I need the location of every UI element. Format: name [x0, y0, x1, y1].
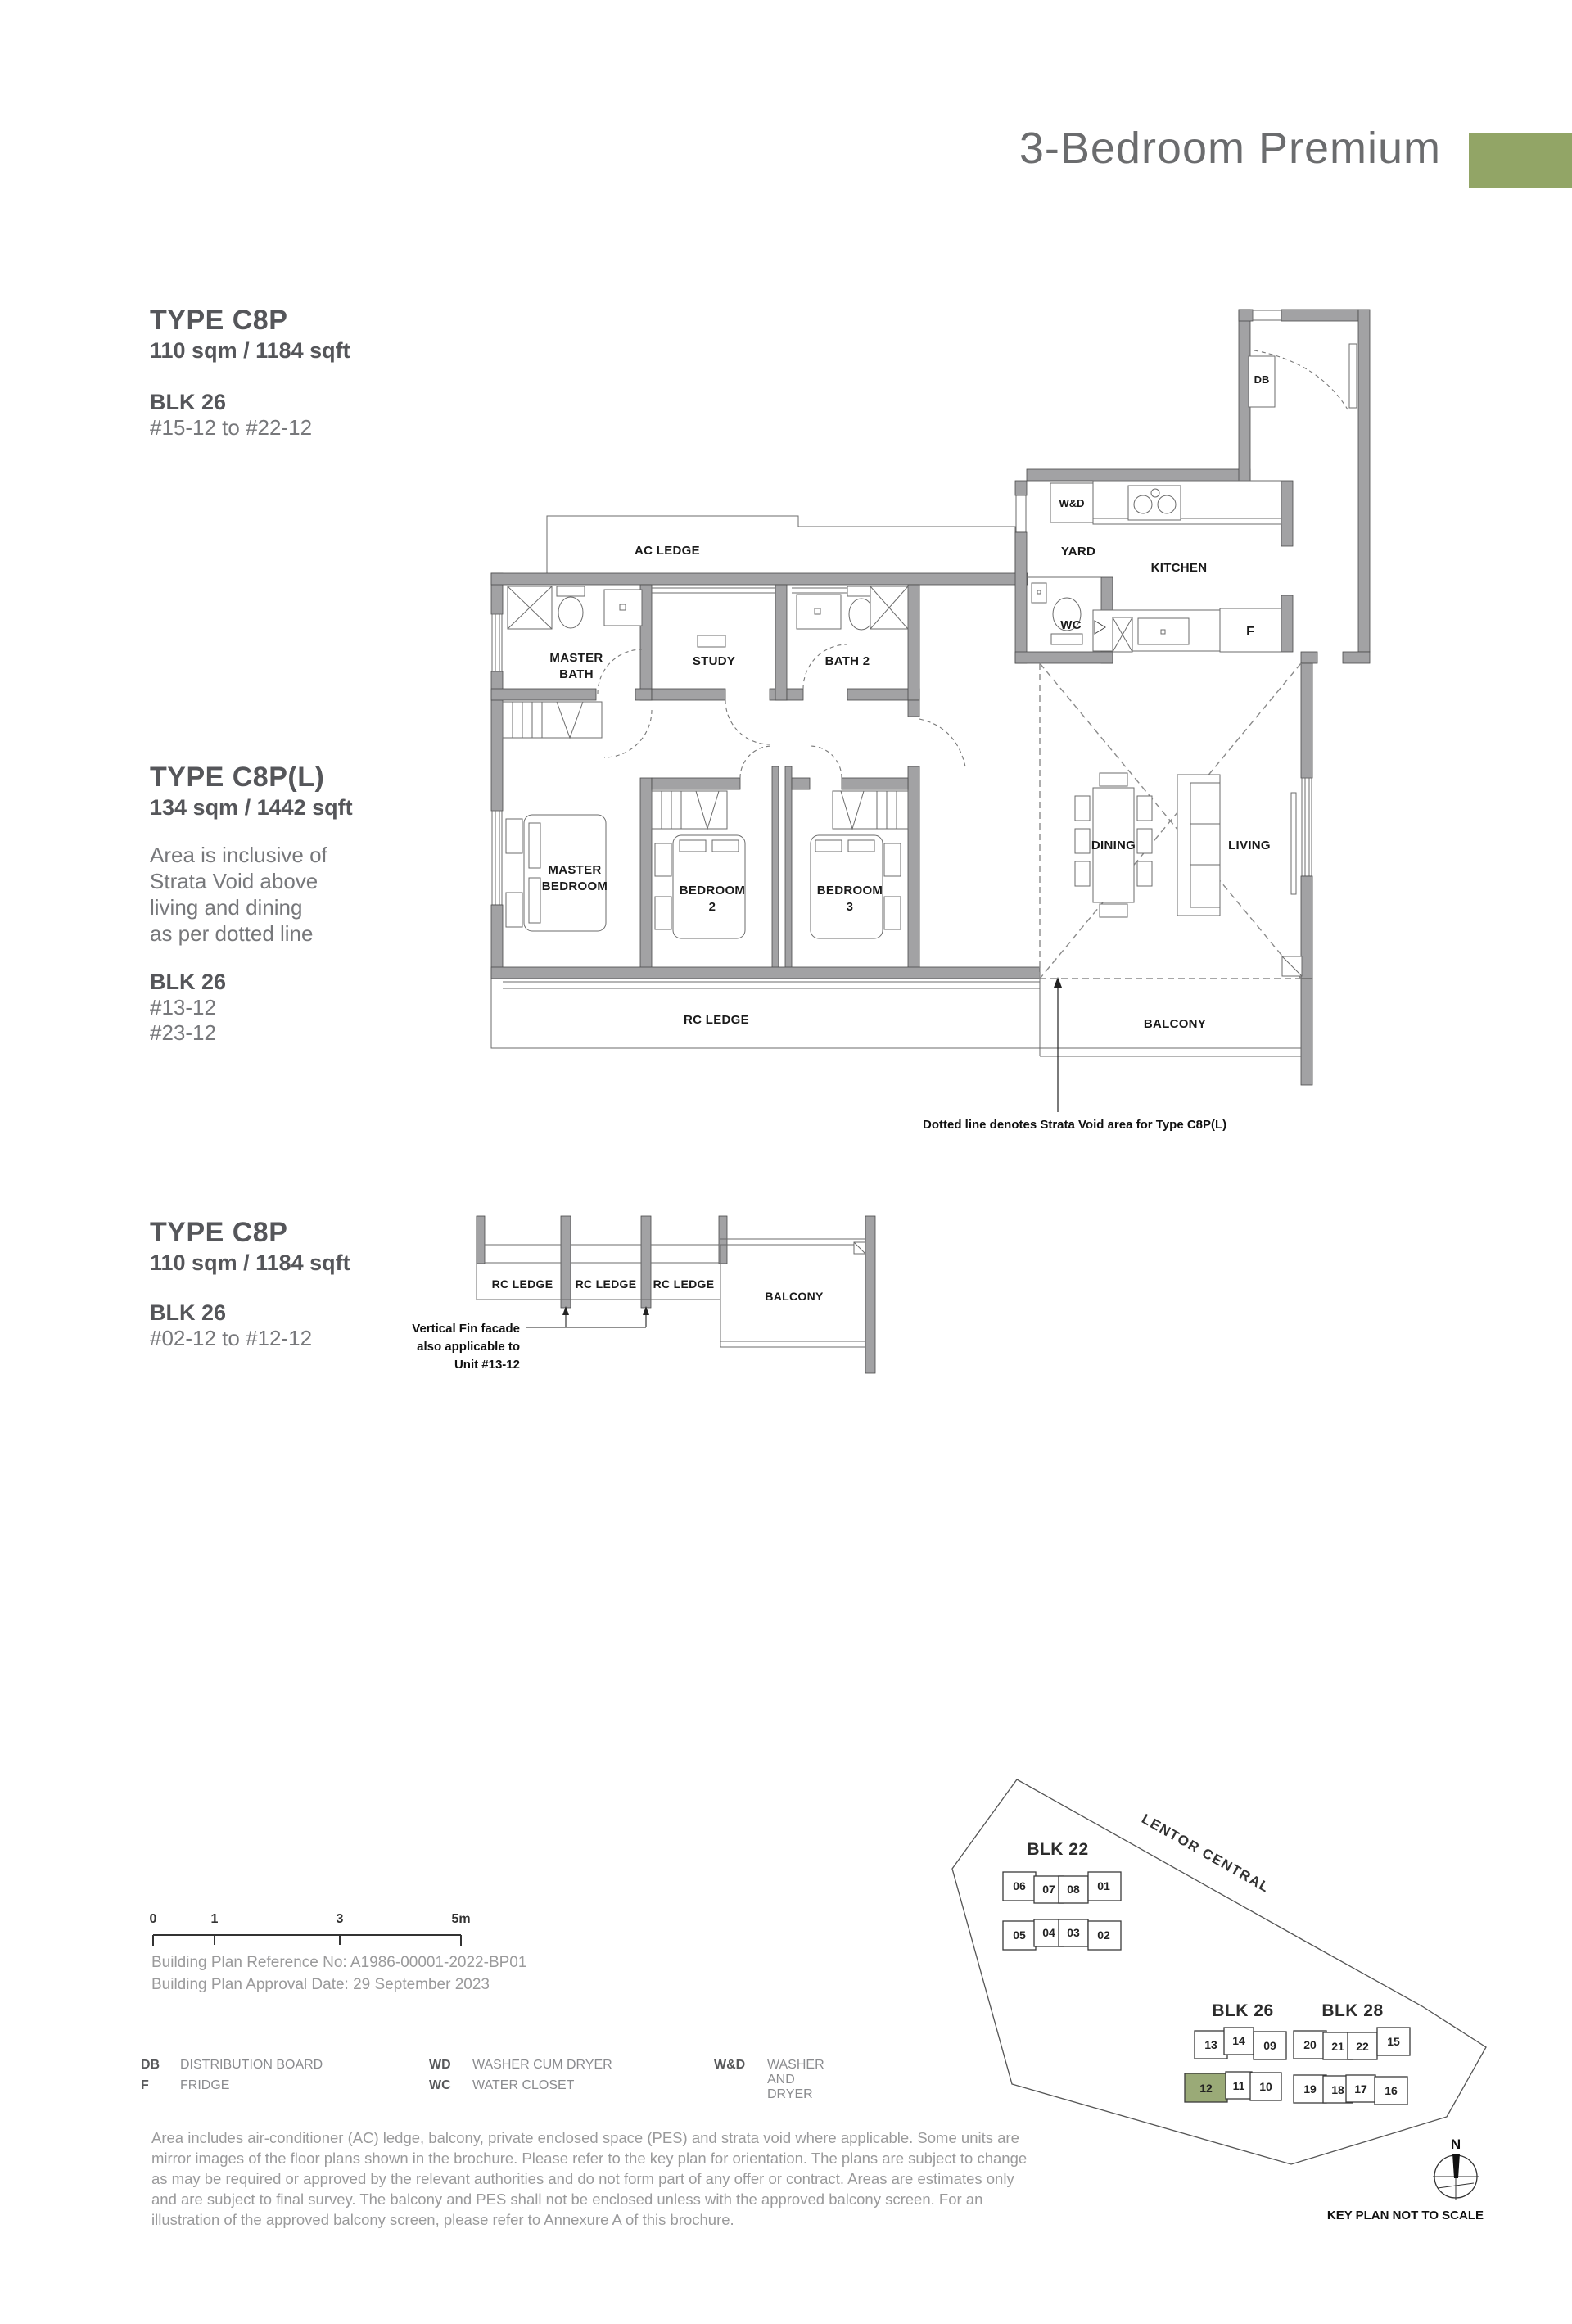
info-block-c8p-top: [150, 305, 350, 441]
legend-abbr-wd: WD: [429, 2058, 451, 2072]
unit-16: 16: [1385, 2084, 1398, 2097]
sofa: [1177, 775, 1220, 916]
room-label-kitchen: KITCHEN: [1150, 561, 1208, 575]
room-label-rc-ledge: RC LEDGE: [684, 1013, 749, 1027]
unit-10: 10: [1259, 2080, 1272, 2093]
bath2-fixtures: [792, 586, 908, 630]
unit-area: 134 sqm / 1442 sqft: [150, 795, 353, 820]
note-line: Strata Void above: [150, 869, 318, 893]
unit-13: 13: [1204, 2038, 1217, 2051]
disclaimer-text: Area includes air-conditioner (AC) ledge, balcony, private enclosed space (PES) and strata void where applicable. Some units are mirror images of the floor plans shown in the brochure. Please refer to the key plan for orientation. The plans are subject to change as may be required or approved by the relevant authorities and do not form part of any offer or contract. Areas are estimates only and are subject to final survey. The balcony and PES shall not be enclosed unless with the approved balcony screen. For an illustration of the approved balcony screen, please refer to Annexure A of this brochure.: [151, 2129, 1028, 2228]
unit-12: 12: [1199, 2082, 1213, 2095]
blk26-units: [1185, 2028, 1286, 2102]
unit-area: 110 sqm / 1184 sqft: [150, 338, 350, 363]
unit-range: #02-12 to #12-12: [150, 1326, 313, 1350]
unit-type-title: TYPE C8P(L): [150, 762, 325, 793]
legend-abbr-wc: WC: [429, 2078, 451, 2092]
bedroom2-door-arc: [740, 746, 772, 778]
info-block-c8pl: [150, 762, 353, 1046]
room-label-dining: DINING: [1091, 839, 1136, 852]
room-label-bath2: BATH 2: [824, 654, 870, 668]
room-label-living: LIVING: [1228, 839, 1271, 852]
fin-note-line3: Unit #13-12: [454, 1358, 520, 1372]
legend-abbr-db: DB: [141, 2058, 160, 2072]
unit-type-title: TYPE C8P: [150, 305, 288, 336]
unit-range: #15-12 to #22-12: [150, 415, 313, 440]
note-line: as per dotted line: [150, 921, 314, 946]
master-bedroom-door-arc: [604, 710, 652, 757]
rc-ledge-fins: [477, 1216, 727, 1308]
unit-17: 17: [1354, 2082, 1367, 2096]
fridge-label: F: [1246, 625, 1254, 639]
room-label-wc: WC: [1060, 618, 1082, 632]
rc-ledge-label-1: RC LEDGE: [491, 1277, 553, 1291]
legend-label-wd: WASHER CUM DRYER: [472, 2058, 612, 2072]
washer-dryer-label: W&D: [1059, 497, 1085, 509]
building-plan-reference: [151, 1951, 526, 1996]
north-label: N: [1450, 2136, 1461, 2152]
fin-note-line2: also applicable to: [417, 1340, 520, 1354]
scale-tick-5m: 5m: [451, 1912, 471, 1926]
note-line: living and dining: [150, 895, 303, 920]
scale-tick-3: 3: [336, 1912, 344, 1926]
blk28-label: BLK 28: [1321, 2001, 1384, 2020]
scale-tick-0: 0: [149, 1912, 157, 1926]
bedroom3-door-arc: [810, 746, 842, 778]
site-boundary: [952, 1779, 1486, 2164]
room-label-ac-ledge: AC LEDGE: [635, 544, 700, 558]
rc-ledge-outline: [491, 979, 1040, 1048]
study-desk: [698, 635, 725, 647]
walls: [491, 310, 1370, 1085]
balcony-label-partial: BALCONY: [765, 1290, 824, 1303]
note-line: Area is inclusive of: [150, 843, 328, 867]
unit-number: #13-12: [150, 995, 216, 1020]
unit-number: #23-12: [150, 1020, 216, 1045]
room-label-master-bedroom-1: MASTER: [548, 863, 602, 877]
unit-08: 08: [1067, 1883, 1080, 1896]
plan-approval-date: Building Plan Approval Date: 29 September 2023: [151, 1976, 490, 1993]
main-floor-plan: [475, 287, 1392, 1142]
unit-21: 21: [1331, 2040, 1344, 2053]
corridor-door-arc: [919, 719, 965, 766]
room-label-yard: YARD: [1060, 545, 1096, 558]
study-door-arc: [725, 700, 770, 744]
room-label-bedroom3-1: BEDROOM: [816, 884, 883, 897]
info-block-c8p-bottom: [150, 1217, 350, 1351]
unit-03: 03: [1067, 1926, 1080, 1939]
room-label-balcony: BALCONY: [1143, 1017, 1207, 1031]
legend-label-wc: WATER CLOSET: [472, 2078, 575, 2092]
scale-bar: [147, 1900, 491, 1957]
room-label-master-bedroom-2: BEDROOM: [541, 879, 608, 893]
plan-reference-no: Building Plan Reference No: A1986-00001-2022-BP01: [151, 1954, 527, 1971]
legend-label-db: DISTRIBUTION BOARD: [180, 2058, 323, 2072]
blk28-units: [1294, 2028, 1410, 2105]
unit-05: 05: [1013, 1928, 1026, 1942]
master-bath-fixtures: [508, 586, 642, 629]
road-label: LENTOR CENTRAL: [1139, 1811, 1273, 1896]
blk26-label: BLK 26: [1212, 2001, 1274, 2020]
unit-22: 22: [1356, 2040, 1369, 2053]
partial-floor-plan: [377, 1204, 1408, 1433]
room-label-master-bath-2: BATH: [559, 667, 594, 681]
unit-02: 02: [1097, 1928, 1110, 1942]
room-label-bedroom2-2: 2: [708, 900, 716, 914]
room-label-bedroom2-1: BEDROOM: [679, 884, 746, 897]
db-label: DB: [1254, 373, 1270, 386]
key-plan: [917, 1761, 1539, 2268]
room-label-study: STUDY: [692, 654, 736, 668]
keyplan-note: KEY PLAN NOT TO SCALE: [1326, 2209, 1484, 2222]
unit-15: 15: [1387, 2035, 1400, 2048]
scale-tick-1: 1: [210, 1912, 219, 1926]
legend: [141, 2051, 824, 2109]
legend-label-wad: WASHER AND DRYER: [767, 2058, 824, 2101]
blk22-units: [1003, 1872, 1121, 1950]
master-bath-door-arc: [598, 649, 642, 694]
unit-18: 18: [1331, 2083, 1344, 2096]
block-number: BLK 26: [150, 390, 227, 414]
unit-07: 07: [1042, 1883, 1055, 1896]
wardrobes: [503, 702, 908, 829]
unit-area: 110 sqm / 1184 sqft: [150, 1250, 350, 1275]
wc-fixtures: [1032, 583, 1132, 652]
unit-19: 19: [1303, 2082, 1317, 2096]
rc-ledge-label-2: RC LEDGE: [575, 1277, 637, 1291]
strata-note-text: Dotted line denotes Strata Void area for Type C8P(L): [923, 1118, 1227, 1132]
unit-09: 09: [1263, 2039, 1276, 2052]
unit-20: 20: [1303, 2038, 1317, 2051]
legend-abbr-f: F: [141, 2078, 149, 2092]
room-label-bedroom3-2: 3: [846, 900, 854, 914]
strata-void-note: [150, 842, 353, 947]
unit-04: 04: [1042, 1926, 1055, 1939]
unit-06: 06: [1013, 1879, 1026, 1892]
north-compass-icon: [1433, 2136, 1479, 2200]
unit-01: 01: [1097, 1879, 1110, 1892]
block-number: BLK 26: [150, 1300, 227, 1325]
unit-11: 11: [1232, 2079, 1245, 2092]
ac-ledge-outline: [547, 516, 1015, 573]
tv-console: [1291, 793, 1296, 894]
rc-ledge-label-3: RC LEDGE: [653, 1277, 715, 1291]
block-number: BLK 26: [150, 970, 227, 994]
room-label-master-bath-1: MASTER: [549, 651, 603, 665]
blk22-label: BLK 22: [1027, 1840, 1089, 1859]
vertical-fin-annotation: [412, 1306, 649, 1372]
legend-abbr-wad: W&D: [714, 2058, 746, 2072]
page-title: 3-Bedroom Premium: [1019, 124, 1441, 173]
entrance-door-leaf: [1349, 344, 1357, 408]
unit-14: 14: [1232, 2034, 1245, 2047]
unit-type-title: TYPE C8P: [150, 1217, 288, 1248]
fin-note-line1: Vertical Fin facade: [412, 1322, 520, 1336]
accent-color-block: [1469, 133, 1572, 188]
balcony-outline: [1040, 956, 1302, 1056]
legend-label-f: FRIDGE: [180, 2078, 230, 2092]
